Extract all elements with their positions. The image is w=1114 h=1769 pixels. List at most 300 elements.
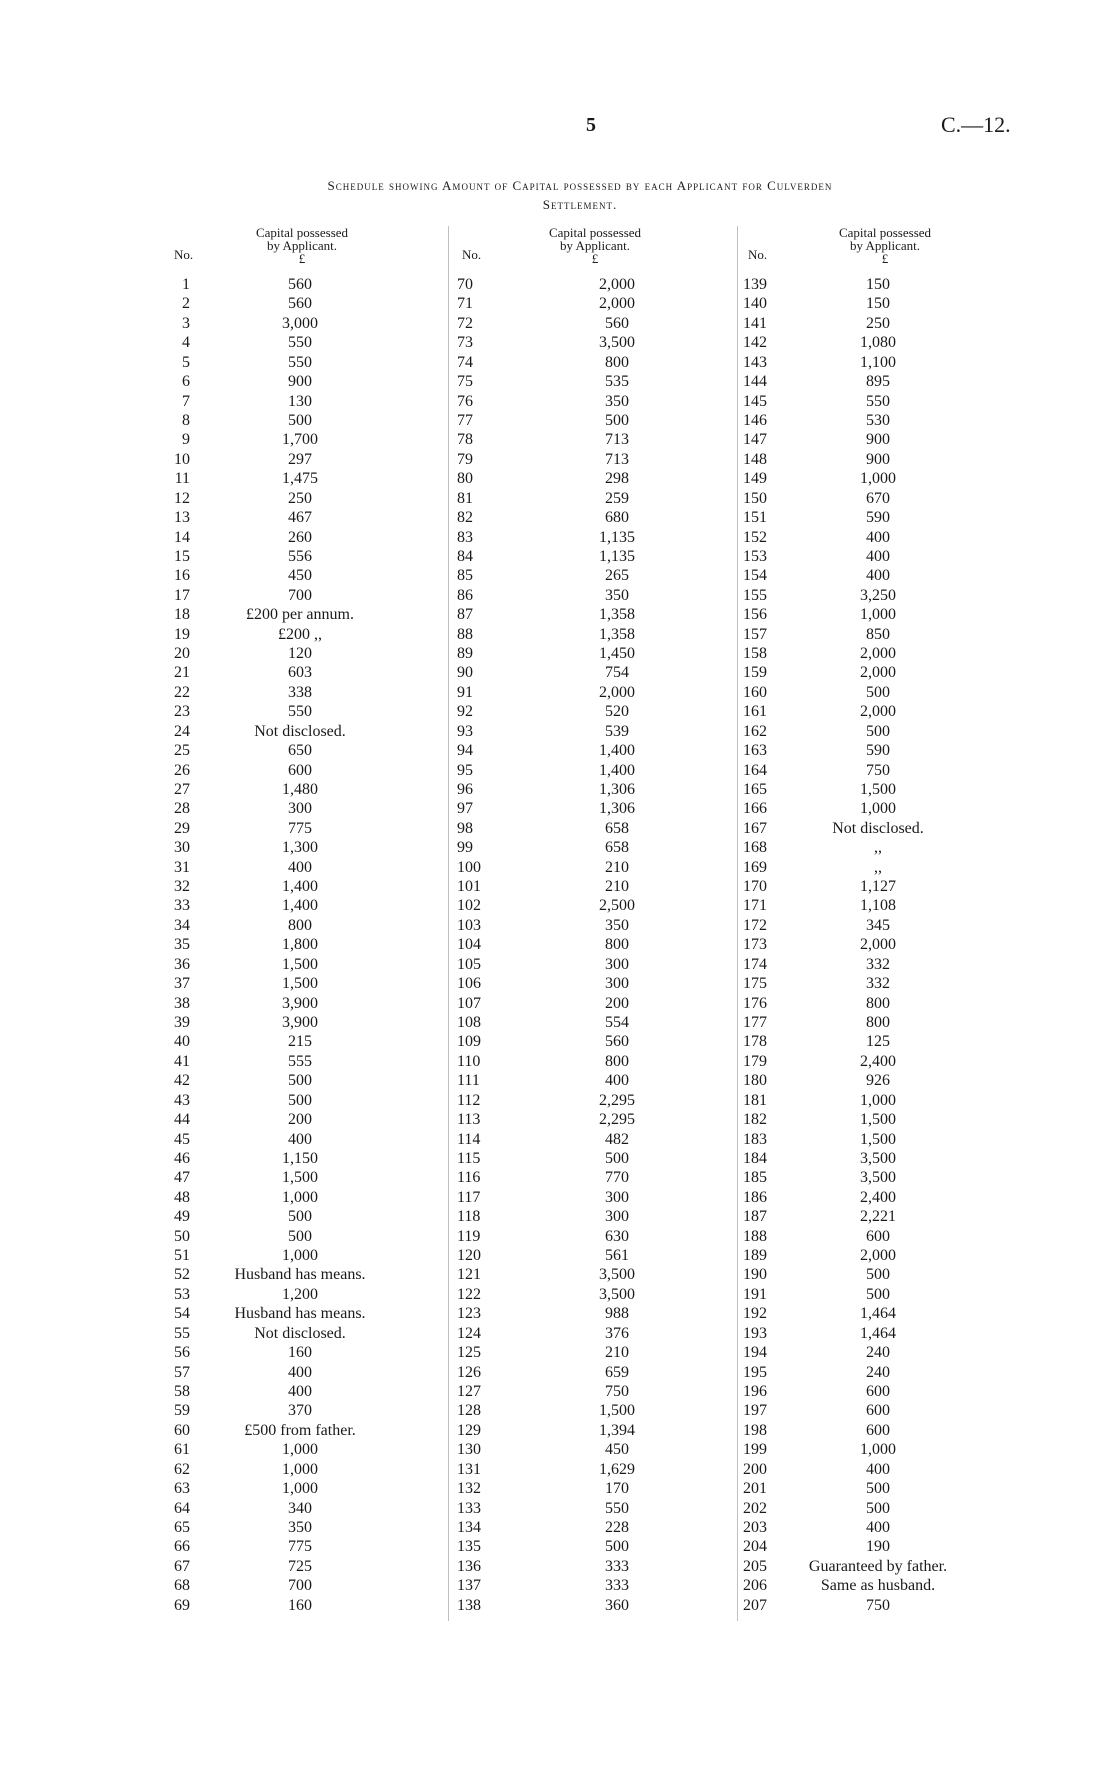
capital-amount: 400 (866, 1460, 890, 1478)
table-row (743, 1596, 1003, 1615)
capital-amount: 130 (288, 392, 312, 410)
applicant-number: 182 (743, 1111, 767, 1129)
capital-amount: 1,000 (282, 1441, 318, 1459)
capital-amount: 500 (866, 1285, 890, 1303)
table-row (743, 489, 1003, 508)
applicant-number: 27 (174, 780, 190, 798)
table-row (457, 896, 717, 915)
table-row (160, 644, 420, 663)
applicant-number: 177 (743, 1014, 767, 1031)
applicant-number: 5 (182, 353, 190, 371)
capital-amount: 1,629 (599, 1460, 635, 1478)
applicant-number: 63 (174, 1480, 190, 1497)
table-row (457, 1304, 717, 1323)
capital-amount: 190 (866, 1538, 890, 1556)
applicant-number: 44 (174, 1111, 190, 1129)
table-row (457, 605, 717, 624)
capital-amount: 1,400 (282, 878, 318, 895)
table-row (160, 663, 420, 682)
table-row (457, 586, 717, 605)
capital-amount: 658 (605, 839, 629, 857)
capital-amount: 2,000 (599, 683, 635, 701)
applicant-number: 22 (174, 683, 190, 701)
table-row (457, 1188, 717, 1207)
capital-amount: 1,135 (599, 528, 635, 546)
applicant-number: 200 (743, 1460, 767, 1478)
capital-amount: 2,000 (599, 276, 635, 293)
capital-amount: 3,250 (860, 586, 896, 604)
applicant-number: 85 (457, 567, 473, 585)
applicant-number: 161 (743, 703, 767, 721)
capital-amount: 210 (605, 878, 629, 895)
applicant-number: 142 (743, 334, 767, 352)
applicant-number: 48 (174, 1188, 190, 1206)
table-row (160, 994, 420, 1013)
column-1-unit: £ (298, 251, 306, 266)
table-row (743, 1285, 1003, 1304)
table-row (160, 1421, 420, 1440)
capital-amount: 1,306 (599, 780, 635, 798)
table-row (457, 819, 717, 838)
capital-amount: 200 (605, 994, 629, 1012)
table-row (743, 1149, 1003, 1168)
table-row (160, 625, 420, 644)
applicant-number: 28 (174, 800, 190, 818)
table-row (743, 353, 1003, 372)
capital-amount: 2,000 (860, 936, 896, 954)
applicant-number: 113 (457, 1111, 481, 1129)
applicant-number: 10 (174, 450, 190, 468)
capital-amount: 400 (288, 1130, 312, 1148)
capital-amount: 560 (288, 295, 312, 313)
capital-amount: ,, (874, 839, 882, 857)
applicant-number: 32 (174, 878, 190, 895)
applicant-number: 138 (457, 1596, 481, 1614)
table-row (743, 1518, 1003, 1537)
table-row (743, 663, 1003, 682)
capital-amount: 300 (605, 1208, 629, 1226)
table-row (743, 1537, 1003, 1556)
applicant-number: 14 (174, 528, 190, 546)
table-row (743, 877, 1003, 896)
capital-amount: 340 (288, 1499, 312, 1517)
capital-amount: 250 (866, 314, 890, 332)
table-row (160, 1576, 420, 1595)
applicant-number: 112 (457, 1091, 481, 1109)
applicant-number: 114 (457, 1130, 481, 1148)
table-row (160, 547, 420, 566)
table-row (457, 1499, 717, 1518)
applicant-number: 194 (743, 1344, 767, 1362)
applicant-number: 2 (182, 295, 190, 313)
applicant-number: 12 (174, 489, 190, 507)
table-row (743, 994, 1003, 1013)
applicant-number: 95 (457, 761, 473, 779)
applicant-number: 145 (743, 392, 767, 410)
capital-amount: 1,200 (282, 1285, 318, 1303)
capital-amount: 770 (605, 1169, 629, 1187)
applicant-number: 143 (743, 353, 767, 371)
applicant-number: 79 (457, 450, 473, 468)
applicant-number: 60 (174, 1421, 190, 1439)
applicant-number: 64 (174, 1499, 190, 1517)
table-row (160, 275, 420, 294)
applicant-number: 152 (743, 528, 767, 546)
capital-amount: 467 (288, 509, 312, 526)
applicant-number: 35 (174, 936, 190, 954)
table-row (160, 1110, 420, 1129)
table-row (743, 1013, 1003, 1032)
capital-amount: 850 (866, 625, 890, 643)
capital-amount: 215 (288, 1033, 312, 1051)
table-row (160, 819, 420, 838)
table-row (457, 1285, 717, 1304)
applicant-number: 124 (457, 1324, 481, 1342)
applicant-number: 155 (743, 586, 767, 604)
capital-amount: 500 (866, 1266, 890, 1284)
capital-amount: 500 (866, 1499, 890, 1517)
table-row (743, 1304, 1003, 1323)
capital-amount: 600 (866, 1382, 890, 1400)
capital-amount: 170 (605, 1480, 629, 1497)
table-row (160, 1479, 420, 1498)
applicant-number: 168 (743, 839, 767, 857)
applicant-number: 78 (457, 431, 473, 449)
applicant-number: 139 (743, 276, 767, 293)
applicant-number: 3 (182, 314, 190, 332)
applicant-number: 192 (743, 1305, 767, 1323)
capital-amount: 554 (605, 1014, 629, 1031)
applicant-number: 82 (457, 509, 473, 526)
column-3-unit: £ (881, 251, 889, 266)
table-row (457, 1246, 717, 1265)
capital-amount: 228 (605, 1518, 629, 1536)
applicant-number: 144 (743, 373, 767, 391)
applicant-number: 80 (457, 470, 473, 488)
capital-amount: 1,480 (282, 780, 318, 798)
capital-amount: 350 (605, 392, 629, 410)
table-row (457, 838, 717, 857)
applicant-number: 58 (174, 1382, 190, 1400)
capital-amount: 1,500 (860, 1130, 896, 1148)
capital-amount: 120 (288, 645, 312, 662)
applicant-number: 65 (174, 1518, 190, 1536)
applicant-number: 54 (174, 1305, 190, 1323)
applicant-number: 137 (457, 1577, 481, 1595)
table-row (457, 1168, 717, 1187)
table-row (160, 508, 420, 527)
applicant-number: 111 (457, 1072, 480, 1090)
capital-amount: 550 (288, 334, 312, 352)
table-row (743, 392, 1003, 411)
table-row (457, 1401, 717, 1420)
table-row (743, 333, 1003, 352)
applicant-number: 167 (743, 819, 767, 837)
table-row (160, 314, 420, 333)
table-row (457, 314, 717, 333)
capital-amount: 2,000 (599, 295, 635, 313)
table-row (160, 1188, 420, 1207)
applicant-number: 149 (743, 470, 767, 488)
applicant-number: 16 (174, 567, 190, 585)
capital-amount: 376 (605, 1324, 629, 1342)
applicant-number: 207 (743, 1596, 767, 1614)
applicant-number: 162 (743, 722, 767, 740)
capital-amount: 1,100 (860, 353, 896, 371)
applicant-number: 141 (743, 314, 767, 332)
table-row (160, 1537, 420, 1556)
applicant-number: 46 (174, 1149, 190, 1167)
capital-amount: 520 (605, 703, 629, 721)
table-row (743, 1363, 1003, 1382)
applicant-number: 86 (457, 586, 473, 604)
table-row (743, 1460, 1003, 1479)
capital-amount: 750 (605, 1382, 629, 1400)
table-row (457, 722, 717, 741)
capital-amount: 1,500 (282, 955, 318, 973)
table-row (743, 838, 1003, 857)
applicant-number: 88 (457, 625, 473, 643)
capital-amount: 1,700 (282, 431, 318, 449)
applicant-number: 25 (174, 742, 190, 760)
applicant-number: 189 (743, 1247, 767, 1264)
table-row (743, 450, 1003, 469)
applicant-number: 187 (743, 1208, 767, 1226)
capital-amount: 600 (866, 1227, 890, 1245)
capital-amount: 400 (866, 1518, 890, 1536)
capital-amount: 2,000 (860, 645, 896, 662)
applicant-number: 56 (174, 1344, 190, 1362)
applicant-number: 18 (174, 606, 190, 624)
table-row (160, 1518, 420, 1537)
table-row (160, 741, 420, 760)
applicant-number: 204 (743, 1538, 767, 1556)
capital-amount: 1,500 (860, 780, 896, 798)
table-row (743, 819, 1003, 838)
capital-amount: Not disclosed. (254, 1324, 346, 1342)
capital-amount: 1,000 (282, 1247, 318, 1264)
applicant-number: 59 (174, 1402, 190, 1420)
capital-amount: 500 (866, 683, 890, 701)
capital-amount: 560 (605, 1033, 629, 1051)
capital-amount: 500 (288, 411, 312, 429)
applicant-number: 103 (457, 916, 481, 934)
table-row (457, 275, 717, 294)
capital-amount: 345 (866, 916, 890, 934)
capital-amount: 2,500 (599, 897, 635, 915)
table-row (743, 1440, 1003, 1459)
applicant-number: 154 (743, 567, 767, 585)
table-row (457, 1013, 717, 1032)
applicant-number: 166 (743, 800, 767, 818)
table-row (160, 528, 420, 547)
capital-amount: 400 (866, 547, 890, 565)
capital-amount: 150 (866, 295, 890, 313)
applicant-number: 147 (743, 431, 767, 449)
applicant-number: 33 (174, 897, 190, 915)
capital-amount: 1,150 (282, 1149, 318, 1167)
capital-amount: 1,394 (599, 1421, 635, 1439)
capital-amount: 550 (605, 1499, 629, 1517)
column-1-capital-heading (227, 226, 377, 265)
capital-amount: 332 (866, 955, 890, 973)
table-row (743, 625, 1003, 644)
capital-amount: Same as husband. (820, 1577, 936, 1595)
table-row (743, 528, 1003, 547)
capital-amount: 1,000 (860, 1091, 896, 1109)
column-3-capital-heading-line2: by Applicant. (849, 238, 921, 253)
capital-amount: 2,000 (860, 703, 896, 721)
capital-amount: 754 (605, 664, 629, 682)
applicant-number: 126 (457, 1363, 481, 1381)
table-row (160, 469, 420, 488)
table-row (160, 1149, 420, 1168)
applicant-number: 94 (457, 742, 473, 760)
applicant-number: 123 (457, 1305, 481, 1323)
capital-amount: 1,000 (860, 470, 896, 488)
applicant-number: 105 (457, 955, 481, 973)
table-row (743, 741, 1003, 760)
applicant-number: 121 (457, 1266, 481, 1284)
table-row (743, 799, 1003, 818)
applicant-number: 41 (174, 1052, 190, 1070)
capital-amount: 3,900 (282, 994, 318, 1012)
table-row (743, 547, 1003, 566)
capital-amount: 2,221 (860, 1208, 896, 1226)
paper-reference: C.—12. (941, 112, 1011, 137)
applicant-number: 104 (457, 936, 481, 954)
table-row (743, 1110, 1003, 1129)
column-2-capital-heading (520, 226, 670, 265)
applicant-number: 47 (174, 1169, 190, 1187)
applicant-number: 39 (174, 1014, 190, 1031)
applicant-number: 96 (457, 780, 473, 798)
applicant-number: 90 (457, 664, 473, 682)
applicant-number: 158 (743, 645, 767, 662)
applicant-number: 165 (743, 780, 767, 798)
table-row (160, 838, 420, 857)
capital-amount: Guaranteed by father. (808, 1557, 948, 1575)
capital-amount: 300 (605, 955, 629, 973)
table-row (457, 1265, 717, 1284)
applicant-number: 186 (743, 1188, 767, 1206)
table-row (743, 605, 1003, 624)
table-row (160, 586, 420, 605)
applicant-number: 122 (457, 1285, 481, 1303)
capital-amount: 265 (605, 567, 629, 585)
applicant-number: 191 (743, 1285, 767, 1303)
table-row (457, 799, 717, 818)
table-row (743, 1576, 1003, 1595)
capital-amount: 600 (866, 1421, 890, 1439)
applicant-number: 71 (457, 295, 473, 313)
applicant-number: 29 (174, 819, 190, 837)
table-row (160, 333, 420, 352)
applicant-number: 193 (743, 1324, 767, 1342)
applicant-number: 84 (457, 547, 473, 565)
applicant-number: 115 (457, 1149, 481, 1167)
table-row (160, 392, 420, 411)
applicant-number: 89 (457, 645, 473, 662)
applicant-number: 199 (743, 1441, 767, 1459)
table-row (743, 1382, 1003, 1401)
table-row (743, 1557, 1003, 1576)
table-row (160, 1013, 420, 1032)
page-number: 5 (586, 114, 596, 136)
applicant-number: 175 (743, 975, 767, 993)
table-row (160, 780, 420, 799)
applicant-number: 21 (174, 664, 190, 682)
table-row (457, 1537, 717, 1556)
capital-amount: 600 (288, 761, 312, 779)
capital-amount: 560 (288, 276, 312, 293)
capital-amount: 300 (605, 1188, 629, 1206)
applicant-number: 1 (182, 276, 190, 293)
capital-amount: 988 (605, 1305, 629, 1323)
capital-amount: 300 (605, 975, 629, 993)
table-row (457, 489, 717, 508)
applicant-number: 17 (174, 586, 190, 604)
applicant-number: 66 (174, 1538, 190, 1556)
capital-amount: 1,500 (599, 1402, 635, 1420)
table-row (160, 955, 420, 974)
column-2-unit: £ (591, 251, 599, 266)
table-row (743, 1071, 1003, 1090)
capital-amount: 550 (866, 392, 890, 410)
applicant-number: 93 (457, 722, 473, 740)
applicant-number: 19 (174, 625, 190, 643)
table-row (457, 1032, 717, 1051)
capital-amount: 1,000 (282, 1188, 318, 1206)
capital-amount: 895 (866, 373, 890, 391)
capital-amount: 2,400 (860, 1188, 896, 1206)
capital-amount: 680 (605, 509, 629, 526)
applicant-number: 132 (457, 1480, 481, 1497)
applicant-number: 128 (457, 1402, 481, 1420)
table-row (743, 1401, 1003, 1420)
column-3-capital-heading-line1: Capital possessed (838, 225, 932, 240)
capital-amount: 1,358 (599, 625, 635, 643)
table-row (743, 430, 1003, 449)
table-row (160, 1168, 420, 1187)
capital-amount: 482 (605, 1130, 629, 1148)
capital-amount: 1,500 (282, 1169, 318, 1187)
table-row (160, 1285, 420, 1304)
applicant-number: 183 (743, 1130, 767, 1148)
capital-amount: 400 (866, 567, 890, 585)
capital-amount: 333 (605, 1577, 629, 1595)
applicant-number: 15 (174, 547, 190, 565)
capital-amount: 450 (605, 1441, 629, 1459)
table-row (457, 858, 717, 877)
applicant-number: 67 (174, 1557, 190, 1575)
table-row (743, 1032, 1003, 1051)
capital-amount: 3,900 (282, 1014, 318, 1031)
table-row (160, 372, 420, 391)
table-row (457, 469, 717, 488)
applicant-number: 30 (174, 839, 190, 857)
applicant-number: 117 (457, 1188, 481, 1206)
capital-amount: 350 (605, 916, 629, 934)
applicant-number: 171 (743, 897, 767, 915)
column-3-no-heading: No. (748, 247, 768, 262)
table-row (457, 1576, 717, 1595)
capital-amount: Not disclosed. (832, 819, 924, 837)
capital-amount: 240 (866, 1344, 890, 1362)
capital-amount: 259 (605, 489, 629, 507)
capital-amount: 535 (605, 373, 629, 391)
capital-amount: 2,000 (860, 664, 896, 682)
